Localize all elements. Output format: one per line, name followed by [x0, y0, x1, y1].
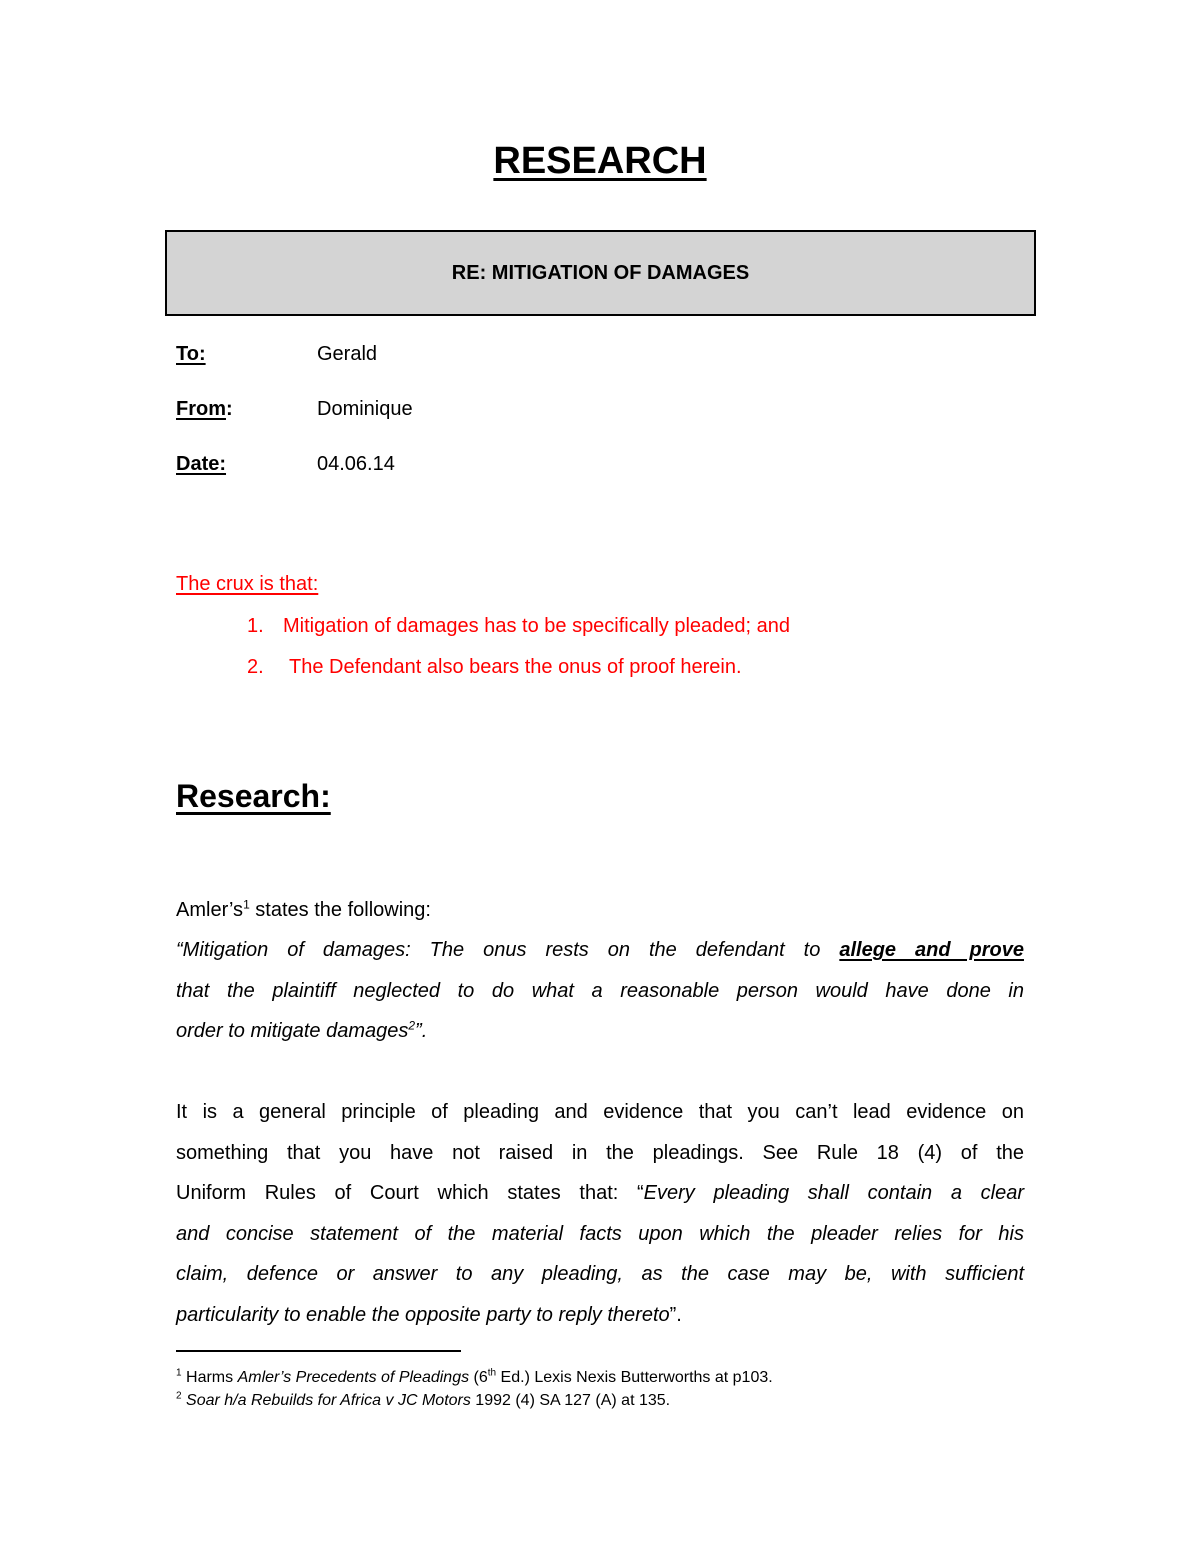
memo-date-label: Date: [176, 453, 227, 475]
principle-line-2: something that you have not raised in the pleadings. See Rule 18 (4) of the [176, 1142, 1024, 1164]
memo-to-label: To: [176, 343, 206, 365]
memo-from-value: Dominique [317, 398, 413, 420]
crux-item-number: 1. [247, 615, 264, 637]
crux-item-text: Mitigation of damages has to be specifically pleaded; and [283, 615, 790, 637]
subject-box [165, 230, 1036, 316]
crux-heading: The crux is that: [176, 573, 319, 595]
emphasis-allege-and-prove: allege and prove [839, 939, 1024, 961]
document-title: RESEARCH [493, 140, 707, 182]
principle-line-5: claim, defence or answer to any pleading, as the case may be, with sufficient [176, 1263, 1024, 1285]
principle-line-4: and concise statement of the material facts upon which the pleader relies for his [176, 1223, 1024, 1245]
memo-from-label: From: [176, 398, 233, 420]
principle-line-3: Uniform Rules of Court which states that: “Every pleading shall contain a clear [176, 1182, 1024, 1204]
amler-quote-line-1: “Mitigation of damages: The onus rests on the defendant to allege and prove [176, 939, 1024, 961]
memo-to-value: Gerald [317, 343, 378, 365]
amler-quote-line-2: that the plaintiff neglected to do what a reasonable person would have done in [176, 980, 1024, 1002]
subject-line: RE: MITIGATION OF DAMAGES [451, 261, 750, 284]
amler-intro: Amler’s$^1$ states the following: [176, 897, 431, 921]
principle-line-6: particularity to enable the opposite party to reply thereto”. [176, 1304, 682, 1326]
footnote-ref-2: 2 [408, 1018, 416, 1033]
footnote-ref-1: 1 [243, 897, 250, 912]
footnote-2: $^2$ Soar h/a Rebuilds for Africa v JC Motors 1992 (4) SA 127 (A) at 135. [176, 1390, 671, 1409]
memo-date-value: 04.06.14 [317, 453, 395, 475]
amler-quote-line-3: order to mitigate damages$^2$”. [176, 1018, 428, 1042]
footnote-separator [176, 1350, 461, 1352]
crux-item-text: The Defendant also bears the onus of proof herein. [289, 656, 742, 678]
research-heading: Research: [176, 778, 331, 814]
crux-item-number: 2. [247, 656, 264, 678]
footnote-1: $^1$ Harms Amler’s Precedents of Pleadings (6th Ed.) Lexis Nexis Butterworths at p103. [176, 1367, 773, 1386]
principle-line-1: It is a general principle of pleading and evidence that you can’t lead evidence on [176, 1101, 1024, 1123]
